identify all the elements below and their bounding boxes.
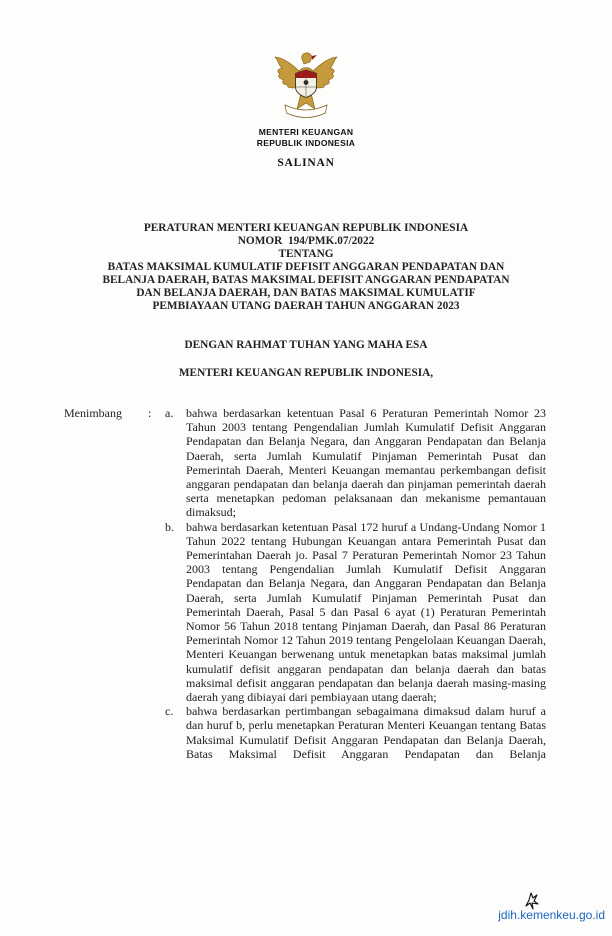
garuda-pancasila-emblem [273,42,339,122]
item-text: bahwa berdasarkan ketentuan Pasal 172 huruf a Undang-Undang Nomor 1 Tahun 2022 tentang Hubungan Keuangan antara Pemerintah Pusat dan Pemerintahan Daerah jo. Pasal 7 Peraturan Pemerintah Nomor 23 Tahun 2003 tentang Pengendalian Jumlah Kumulatif Defisit Anggaran Pendapatan dan Belanja Negara, dan Anggaran Pendapatan dan Belanja Daerah, serta Jumlah Kumulatif Pinjaman Pemerintah Pusat dan Pemerintah Daerah, Pasal 5 dan Pasal 6 ayat (1) Peraturan Pemerintah Nomor 56 Tahun 2018 tentang Pinjaman Daerah, dan Pasal 86 Peraturan Pemerintah Nomor 12 Tahun 2019 tentang Pengelolaan Keuangan Daerah, Menteri Keuangan berwenang untuk menetapkan batas maksimal jumlah kumulatif defisit anggaran pendapatan dan belanja daerah dan batas maksimal defisit anggaran pendapatan dan belanja daerah masing-masing daerah yang dibiayai dari pembiayaan utang daerah; [186,519,546,705]
considerations-section [64,406,546,761]
title-line-nomor: NOMOR 194/PMK.07/2022 [237,235,375,247]
title-line-tentang: TENTANG [278,248,334,260]
regulation-title [36,222,576,313]
title-subject-line: BATAS MAKSIMAL KUMULATIF DEFISIT ANGGARAN PENDAPATAN DAN [107,261,505,273]
item-text: bahwa berdasarkan pertimbangan sebagaimana dimaksud dalam huruf a dan huruf b, perlu menetapkan Peraturan Menteri Keuangan tentang Batas Maksimal Kumulatif Defisit Anggaran Pendapatan dan Belanja Daerah, Batas Maksimal Defisit Anggaran Pendapatan dan Belanja [186,704,546,761]
menimbang-label: Menimbang [64,406,122,420]
considerations-list [165,406,546,761]
invocation-line: DENGAN RAHMAT TUHAN YANG MAHA ESA [184,339,428,351]
ministry-name-line2: REPUBLIK INDONESIA [256,137,356,148]
ministry-name-line1: MENTERI KEUANGAN [258,127,354,137]
item-text: bahwa berdasarkan ketentuan Pasal 6 Peraturan Pemerintah Nomor 23 Tahun 2003 tentang Pengendalian Jumlah Kumulatif Defisit Anggaran Pendapatan dan Belanja Negara, dan Anggaran Pendapatan dan Belanja Daerah, serta Jumlah Kumulatif Pinjaman Pemerintah Pusat dan Pemerintah Daerah, Menteri Keuangan memantau perkembangan defisit anggaran pendapatan dan belanja daerah dan pinjaman pemerintah daerah serta menetapkan pedoman pelaksanaan dan mekanisme pemantauan dimaksud; [186,406,546,520]
title-line-peraturan: PERATURAN MENTERI KEUANGAN REPUBLIK INDONESIA [143,222,469,234]
consideration-item-c [165,704,546,761]
authority-line: MENTERI KEUANGAN REPUBLIK INDONESIA, [178,367,434,379]
title-subject-line: BELANJA DAERAH, BATAS MAKSIMAL DEFISIT ANGGARAN PENDAPATAN [102,274,510,286]
title-subject-line: PEMBIAYAAN UTANG DAERAH TAHUN ANGGARAN 2023 [152,300,460,312]
jdih-footer-link[interactable]: jdih.kemenkeu.go.id [498,908,605,922]
item-letter: a. [165,406,174,420]
title-subject-line: DAN BELANJA DAERAH, DAN BATAS MAKSIMAL KUMULATIF [136,287,476,299]
letterhead [0,42,612,169]
item-letter: b. [165,519,174,534]
menimbang-separator: : [148,406,152,420]
item-letter: c. [165,704,174,719]
consideration-item-a [165,406,546,520]
salinan-label: SALINAN [277,157,335,169]
consideration-item-b [165,520,546,705]
